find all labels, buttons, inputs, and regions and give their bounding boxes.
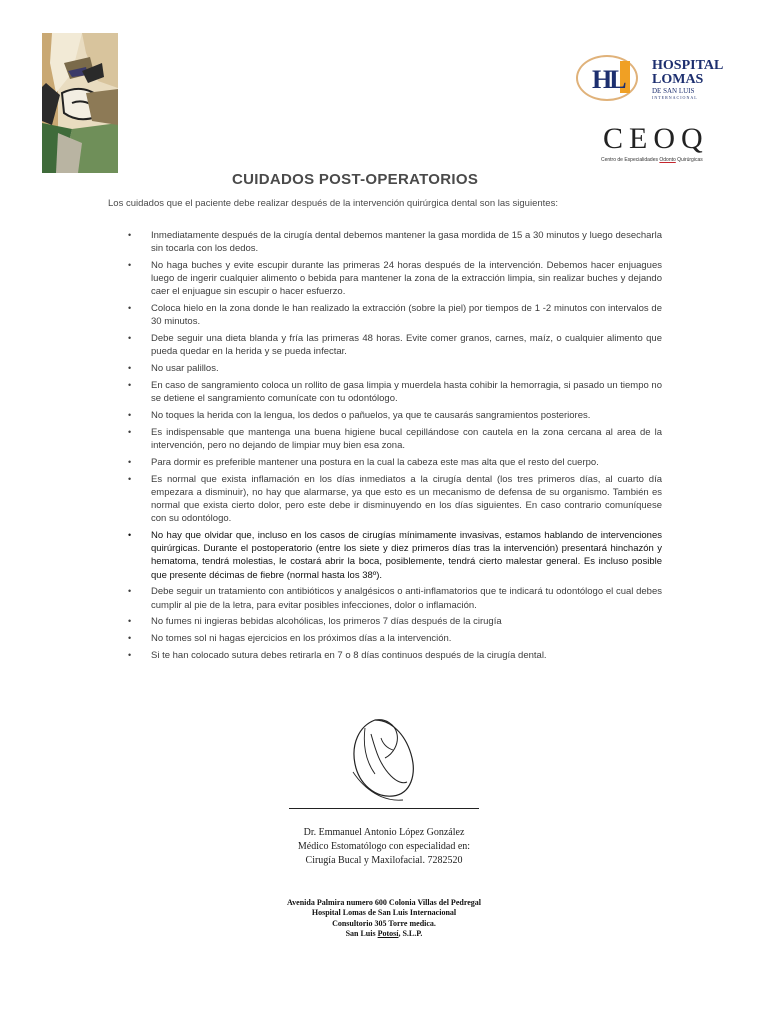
ceoq-logo: CEOQ [603, 122, 709, 155]
signature-line [289, 808, 479, 809]
list-item [126, 473, 662, 526]
logo-wordmark [652, 59, 723, 100]
address-line-4-part1: San Luis [345, 929, 378, 939]
ceoq-subtitle-part1: Centro de Especialidades [601, 157, 660, 163]
doctor-title: Médico Estomatólogo con especialidad en: [297, 841, 471, 852]
list-item-text: No tomes sol ni hagas ejercicios en los próximos días a la intervención. [151, 633, 452, 645]
bullet-icon: • [128, 410, 132, 420]
bullet-icon: • [128, 260, 132, 270]
list-item-text: Debe seguir un tratamiento con antibióticos y analgésicos o anti-inflamatorios que te indicará tu odontólogo el cual debes cumplir al pie de la letra, para evitar posibles infecciones, dolor o inflamación. [151, 586, 662, 611]
document-title: CUIDADOS POST-OPERATORIOS [232, 171, 479, 188]
bullet-icon: • [128, 230, 132, 240]
bullet-icon: • [128, 363, 132, 374]
list-item [126, 649, 662, 662]
intro-paragraph: Los cuidados que el paciente debe realizar después de la intervención quirúrgica dental son las siguientes: [108, 198, 558, 209]
list-item [126, 302, 662, 328]
list-item [126, 632, 662, 645]
list-item-text: No haga buches y evite escupir durante las primeras 24 horas después de la intervención. Debemos hacer enjuagues luego de ingerir cualquier alimento o bebida para mantener la zona de la extracción limpia, sin realizar buches y dejando caer el enjuague sin escupir o hacer esfuerzo. [151, 260, 662, 298]
doctor-name: Dr. Emmanuel Antonio López González [303, 827, 465, 838]
bullet-icon: • [128, 426, 132, 437]
bullet-icon: • [128, 303, 132, 314]
address-line-3: Consultorio 305 Torre medica. [332, 918, 436, 928]
hospital-lomas-logo [576, 55, 726, 105]
list-item [126, 229, 662, 255]
list-item-text: No hay que olvidar que, incluso en los casos de cirugías mínimamente invasivas, estamos hablando de intervenciones quirúrgicas. Durante el postoperatorio (entre los siete y diez primeros días tras la intervención) presentará hinchazón y hematoma, tendrá molestias, le costará abrir la boca, posiblemente, tendrá cierto malestar general. Es incluso posible que presente décimas de fiebre (normal hasta los 38º). [151, 530, 662, 581]
list-item [126, 362, 662, 375]
ceoq-subtitle-part2: Quirúrgicas [675, 157, 703, 163]
list-item-text: Debe seguir una dieta blanda y fría las primeras 48 horas. Evite comer granos, carnes, maíz, o cualquier alimento que pueda quedar en la herida y se pueda infectar. [151, 333, 662, 358]
bullet-icon: • [128, 380, 132, 390]
doctor-specialty: Cirugía Bucal y Maxilofacial. 7282520 [305, 855, 463, 866]
logo-line-de-san-luis: DE SAN LUIS [652, 87, 695, 95]
bullet-icon: • [128, 616, 132, 627]
list-item-text: Es indispensable que mantenga una buena higiene bucal cepillándose con cautela en la zona cercana al area de la intervención, pero no dejando de limpiar muy bien esa zona. [151, 426, 662, 451]
bullet-icon: • [128, 456, 132, 467]
list-item-text: Coloca hielo en la zona donde le han realizado la extracción (sobre la piel) por tiempos de 1 -2 minutos con intervalos de 30 minutos. [151, 303, 662, 328]
list-item-text: Inmediatamente después de la cirugía dental debemos mantener la gasa mordida de 15 a 30 minutos y luego desecharla sin tocarla con los dedos. [151, 230, 662, 255]
list-item-text: No toques la herida con la lengua, los dedos o pañuelos, ya que te causarás sangramientos posteriores. [151, 410, 591, 421]
address-line-4 [234, 929, 534, 939]
list-item-text: En caso de sangramiento coloca un rollito de gasa limpia y muerdela hasta cohibir la hemorragia, si pasado un tiempo no se detiene el sangramiento comunícate con tu odontólogo. [151, 380, 662, 405]
list-item [126, 456, 662, 469]
clinic-address [234, 898, 534, 940]
address-line-1: Avenida Palmira numero 600 Colonia Villas del Pedregal [287, 898, 481, 907]
bullet-icon: • [128, 586, 132, 597]
doctor-info [250, 826, 518, 868]
ceoq-subtitle [601, 157, 703, 163]
list-item-text: Para dormir es preferible mantener una postura en la cual la cabeza este mas alta que el resto del cuerpo. [151, 456, 599, 468]
bullet-icon: • [128, 473, 132, 484]
bullet-icon: • [128, 333, 132, 344]
list-item [126, 379, 662, 405]
care-instructions-list [126, 229, 662, 666]
list-item-text: Si te han colocado sutura debes retirarla en 7 o 8 días continuos después de la cirugía dental. [151, 650, 547, 661]
list-item [126, 332, 662, 358]
logo-mark: HL [592, 65, 624, 94]
logo-line-lomas: LOMAS [652, 72, 704, 87]
bullet-icon: • [128, 530, 132, 540]
list-item-text: No usar palillos. [151, 363, 219, 375]
list-item-text: Es normal que exista inflamación en los días inmediatos a la cirugía dental (los tres primeros días, al cuarto día empezara a disminuir), no hay que alarmarse, ya que esto es un mecanismo de defensa de su organismo. También es normal que exista cierto dolor, pero este debe ir disminuyendo en los días siguientes. En caso contrario comuníquese con su odontólogo. [151, 473, 662, 525]
list-item [126, 615, 662, 628]
address-line-2: Hospital Lomas de San Luis Internacional [311, 908, 457, 918]
bullet-icon: • [128, 650, 132, 660]
address-line-4-underlined: Potosí [377, 929, 399, 939]
logo-line-hospital: HOSPITAL [652, 58, 724, 73]
list-item-text: No fumes ni ingieras bebidas alcohólicas, los primeros 7 días después de la cirugía [151, 616, 502, 628]
list-item [126, 426, 662, 452]
ceoq-subtitle-underlined: Odonto [659, 157, 676, 163]
abstract-face-artwork [42, 33, 118, 173]
handwritten-signature [345, 714, 425, 804]
bullet-icon: • [128, 633, 132, 644]
list-item [126, 259, 662, 299]
list-item [126, 409, 662, 422]
address-line-4-part2: , S.L.P. [398, 929, 423, 939]
logo-line-internacional: INTERNACIONAL [652, 95, 698, 100]
list-item [126, 529, 662, 582]
list-item [126, 585, 662, 611]
